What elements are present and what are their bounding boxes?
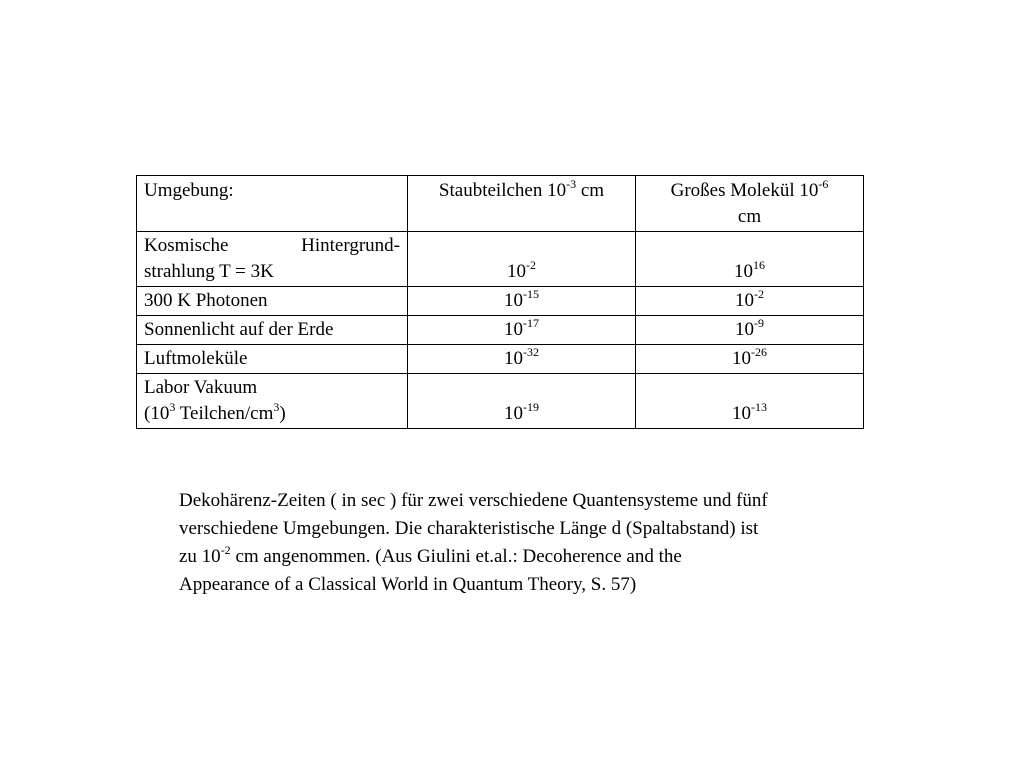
row-label: 300 K Photonen: [144, 290, 268, 311]
header-dust-unit: cm: [576, 180, 605, 201]
row-label: Sonnenlicht auf der Erde: [144, 319, 334, 340]
header-environment-label: Umgebung:: [144, 180, 234, 201]
label-part: Teilchen/cm: [175, 403, 274, 424]
row-label-line1: Labor Vakuum: [144, 377, 258, 398]
row-label-line2: [144, 399, 286, 424]
header-dust-exponent: -3: [566, 176, 577, 191]
label-part: ): [279, 403, 286, 424]
dust-value-cell: [408, 232, 636, 287]
header-molecule-label: Großes Molekül 10: [670, 180, 819, 201]
decoherence-table: [136, 175, 864, 429]
caption-part: cm angenommen. (Aus Giulini et.al.: Decoherence and the: [230, 546, 682, 567]
header-cell-dust-particle: [408, 176, 636, 232]
value-exponent: -26: [751, 344, 767, 359]
row-label-cell: [137, 287, 408, 316]
value-base: 10: [504, 319, 523, 340]
value-base: 10: [504, 290, 523, 311]
table-row: [137, 374, 864, 429]
row-label-line2: strahlung T = 3K: [144, 261, 274, 282]
caption-line: verschiedene Umgebungen. Die charakteristische Länge d (Spaltabstand) ist: [179, 518, 759, 539]
label-exponent: 3: [273, 399, 280, 414]
dust-value-cell: [408, 345, 636, 374]
table-row: [137, 232, 864, 287]
dust-value-cell: [408, 287, 636, 316]
value-exponent: 16: [753, 257, 765, 272]
row-label-line1: [144, 233, 400, 259]
value-base: 10: [734, 261, 753, 282]
value-base: 10: [504, 348, 523, 369]
molecule-value-cell: [636, 316, 864, 345]
row-label-word: Hintergrund-: [301, 235, 400, 256]
molecule-value-cell: [636, 232, 864, 287]
table-row: [137, 316, 864, 345]
value-base: 10: [735, 290, 754, 311]
value-exponent: -2: [526, 257, 536, 272]
molecule-value-cell: [636, 374, 864, 429]
row-label-cell: [137, 316, 408, 345]
caption-line: Appearance of a Classical World in Quantum Theory, S. 57): [179, 574, 637, 595]
value-exponent: -2: [754, 286, 764, 301]
caption-line: [179, 543, 899, 571]
label-part: (10: [144, 403, 170, 424]
value-exponent: -9: [754, 315, 764, 330]
row-label-cell: [137, 345, 408, 374]
label-exponent: 3: [169, 399, 176, 414]
molecule-value-cell: [636, 345, 864, 374]
value-exponent: -32: [523, 344, 539, 359]
table-header-row: [137, 176, 864, 232]
row-label-cell: [137, 232, 408, 287]
table-caption: [179, 487, 899, 599]
header-cell-environment: [137, 176, 408, 232]
dust-value-cell: [408, 374, 636, 429]
value-exponent: -19: [523, 399, 539, 414]
value-exponent: -17: [523, 315, 539, 330]
table-row: [137, 345, 864, 374]
header-cell-large-molecule: [636, 176, 864, 232]
dust-value-cell: [408, 316, 636, 345]
header-molecule-unit: cm: [737, 206, 762, 227]
value-base: 10: [735, 319, 754, 340]
header-molecule-exponent: -6: [818, 176, 829, 191]
caption-line: Dekohärenz-Zeiten ( in sec ) für zwei verschiedene Quantensysteme und fünf: [179, 490, 768, 511]
value-base: 10: [504, 403, 523, 424]
value-base: 10: [507, 261, 526, 282]
header-dust-label: Staubteilchen 10: [438, 180, 567, 201]
value-exponent: -15: [523, 286, 539, 301]
value-exponent: -13: [751, 399, 767, 414]
caption-exponent: -2: [220, 542, 231, 557]
caption-part: zu 10: [179, 546, 221, 567]
molecule-value-cell: [636, 287, 864, 316]
value-base: 10: [732, 348, 751, 369]
table-row: [137, 287, 864, 316]
value-base: 10: [732, 403, 751, 424]
row-label-word: Kosmische: [144, 235, 229, 256]
row-label: Luftmoleküle: [144, 348, 248, 369]
row-label-cell: [137, 374, 408, 429]
